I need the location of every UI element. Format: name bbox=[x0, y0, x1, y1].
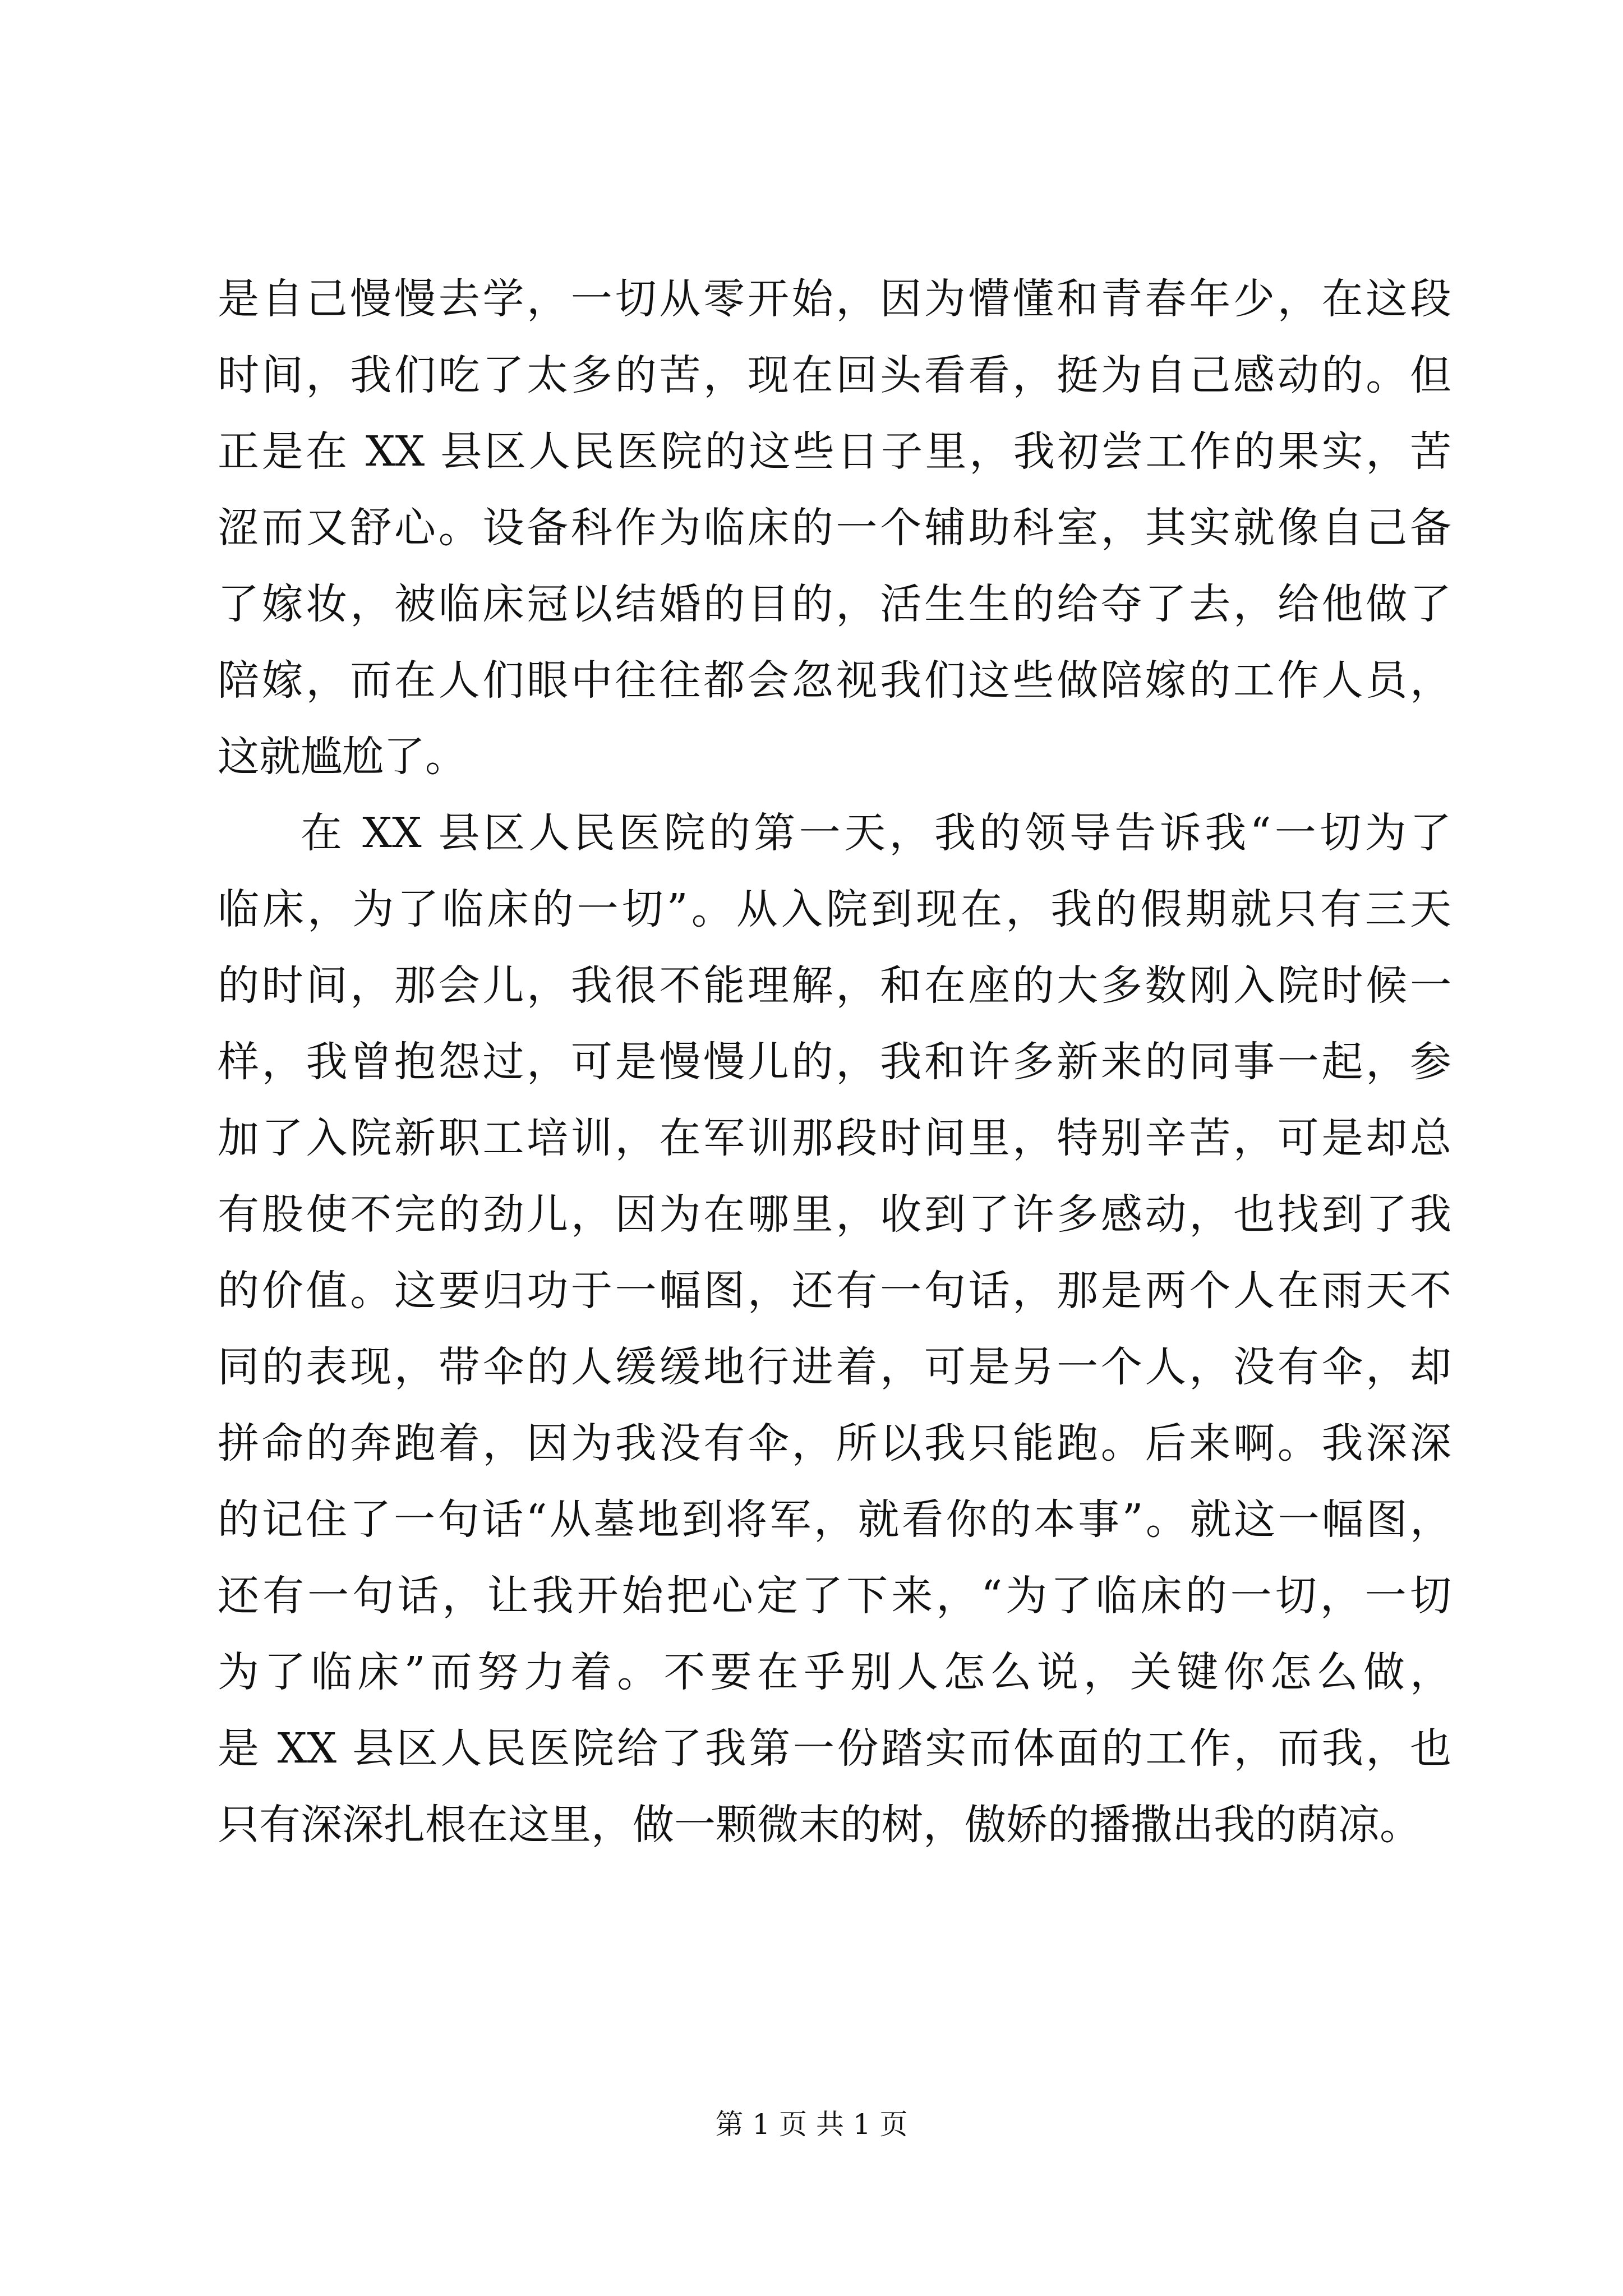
paragraph-line: 同的表现，带伞的人缓缓地行进着，可是另一个人，没有伞，却 bbox=[218, 1343, 1451, 1391]
paragraph-line: 了嫁妆，被临床冠以结婚的目的，活生生的给夺了去，给他做了 bbox=[218, 580, 1451, 628]
paragraph-line: 只有深深扎根在这里，做一颗微末的树，傲娇的播撒出我的荫凉。 bbox=[218, 1801, 1421, 1849]
paragraph-line: 这就尴尬了。 bbox=[218, 733, 467, 781]
paragraph-line: 为了临床”而努力着。不要在乎别人怎么说，关键你怎么做， bbox=[218, 1648, 1451, 1696]
paragraph-line: 有股使不完的劲儿，因为在哪里，收到了许多感动，也找到了我 bbox=[218, 1190, 1451, 1239]
paragraph-line: 样，我曾抱怨过，可是慢慢儿的，我和许多新来的同事一起，参 bbox=[218, 1038, 1451, 1086]
document-body bbox=[218, 261, 1451, 1863]
paragraph-line: 的价值。这要归功于一幅图，还有一句话，那是两个人在雨天不 bbox=[218, 1267, 1451, 1315]
paragraph bbox=[218, 795, 1451, 1863]
paragraph-line: 的记住了一句话“从墓地到将军，就看你的本事”。就这一幅图， bbox=[218, 1496, 1451, 1544]
paragraph-line: 临床，为了临床的一切”。从入院到现在，我的假期就只有三天 bbox=[218, 885, 1451, 933]
paragraph-line: 的时间，那会儿，我很不能理解，和在座的大多数刚入院时候一 bbox=[218, 961, 1451, 1010]
paragraph-line: 时间，我们吃了太多的苦，现在回头看看，挺为自己感动的。但 bbox=[218, 351, 1451, 399]
paragraph-line: 在 XX 县区人民医院的第一天，我的领导告诉我“一切为了 bbox=[301, 809, 1451, 857]
page-footer: 第 1 页 共 1 页 bbox=[715, 2108, 908, 2141]
paragraph bbox=[218, 261, 1451, 795]
paragraph-line: 是自己慢慢去学，一切从零开始，因为懵懂和青春年少，在这段 bbox=[218, 275, 1451, 323]
paragraph-line: 涩而又舒心。设备科作为临床的一个辅助科室，其实就像自己备 bbox=[218, 504, 1451, 552]
paragraph-line: 加了入院新职工培训，在军训那段时间里，特别辛苦，可是却总 bbox=[218, 1114, 1451, 1162]
paragraph-line: 是 XX 县区人民医院给了我第一份踏实而体面的工作，而我，也 bbox=[218, 1724, 1451, 1773]
paragraph-line: 拼命的奔跑着，因为我没有伞，所以我只能跑。后来啊。我深深 bbox=[218, 1419, 1451, 1467]
paragraph-line: 正是在 XX 县区人民医院的这些日子里，我初尝工作的果实，苦 bbox=[218, 427, 1451, 476]
paragraph-line: 陪嫁，而在人们眼中往往都会忽视我们这些做陪嫁的工作人员， bbox=[218, 656, 1451, 705]
paragraph-line: 还有一句话，让我开始把心定了下来，“为了临床的一切，一切 bbox=[218, 1572, 1451, 1620]
